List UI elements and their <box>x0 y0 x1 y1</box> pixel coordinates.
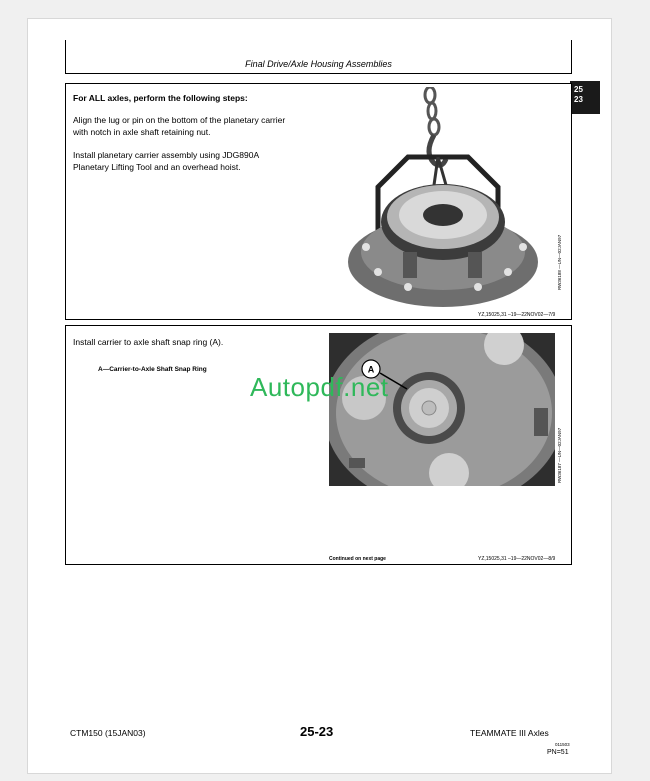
tab-section-number: 25 <box>574 85 583 94</box>
section-title: Final Drive/Axle Housing Assemblies <box>245 59 392 69</box>
step1-para1-line1: Align the lug or pin on the bottom of the planetary carrier <box>73 115 286 125</box>
chapter-tab <box>570 81 600 114</box>
step1-para2-line2: Planetary Lifting Tool and an overhead hoist. <box>73 162 241 172</box>
step2-reference: YZ,15025,31 –19—22NOV02—8/9 <box>478 556 556 562</box>
step1-para2-line1: Install planetary carrier assembly using JDG890A <box>73 150 260 160</box>
snap-ring-photo <box>329 333 555 486</box>
step1-reference: YZ,15025,31 –19—22NOV02—7/9 <box>478 312 556 318</box>
footer-pn: PN=51 <box>547 749 569 756</box>
step2-legend: A—Carrier-to-Axle Shaft Snap Ring <box>98 366 207 373</box>
step2-figure-id: RW36187 —UN—02JAN97 <box>557 427 562 483</box>
planetary-carrier-hoist-photo <box>348 87 548 309</box>
watermark: Autopdf.net <box>250 372 389 402</box>
callout-a-label: A <box>367 364 375 375</box>
step1-para1-line2: with notch in axle shaft retaining nut. <box>73 127 211 137</box>
tab-page-number: 23 <box>574 95 583 104</box>
footer-manual-title: TEAMMATE III Axles <box>470 728 549 738</box>
step1-para1 <box>73 114 285 138</box>
footer-manual-id: CTM150 (15JAN03) <box>70 728 146 738</box>
step1-figure-id: RW36188 —UN—02JAN97 <box>557 234 562 290</box>
header-underline <box>65 73 572 74</box>
step1-para2 <box>73 149 259 173</box>
step1-heading: For ALL axles, perform the following steps: <box>73 93 248 103</box>
step2-instruction: Install carrier to axle shaft snap ring (A). <box>73 337 224 347</box>
continued-note: Continued on next page <box>329 556 386 562</box>
footer-date-code: 011503 <box>555 742 570 747</box>
footer-page-number: 25-23 <box>300 724 334 739</box>
